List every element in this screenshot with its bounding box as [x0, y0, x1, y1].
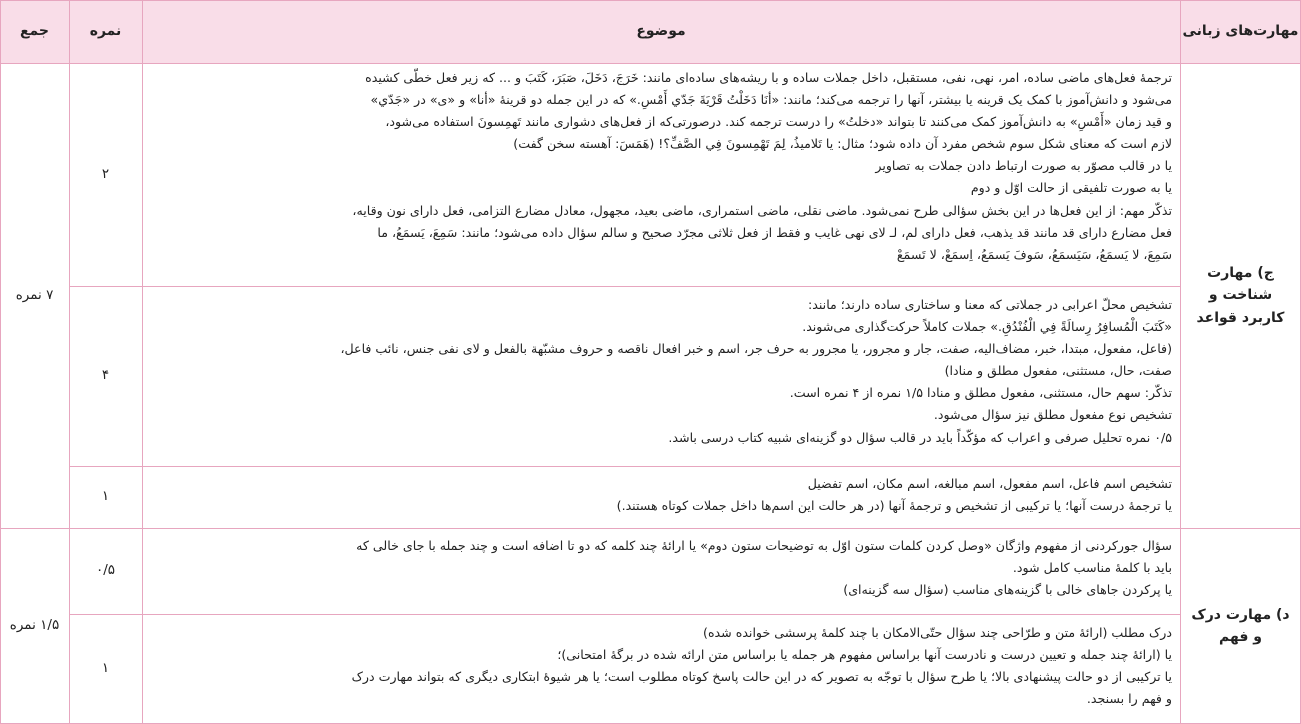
topic-line: و فهم را بسنجد.	[1086, 691, 1172, 707]
topic-line: تذکّر مهم: از این فعل‌ها در این بخش سؤالی طرح نمی‌شود. ماضی نقلی، ماضی استمراری، ماضی بعید، مجهول، معادل مضارع التزامی، فعل دارای نون وقایه،	[352, 202, 1172, 218]
grid-line	[69, 614, 1180, 615]
topic-matching	[142, 528, 1180, 614]
topic-line: تشخیص اسم فاعل، اسم مفعول، اسم مبالغه، اسم مکان، اسم تفضیل	[807, 476, 1172, 491]
topic-line: تذکّر: سهم حال، مستثنی، مفعول مطلق و منادا ۱/۵ نمره از ۴ نمره است.	[789, 385, 1172, 401]
skill-comprehension: د) مهارت درک و فهم	[1191, 606, 1290, 645]
topic-nouns	[142, 466, 1180, 528]
topic-line: تشخیص محلّ اعرابی در جملاتی که معنا و ساختاری ساده دارند؛ مانند:	[808, 297, 1172, 312]
topic-line: سَمِعَ، لا یَسمَعُ، سَیَسمَعُ، سَوفَ یَسمَعُ، اِسمَعْ، لا تَسمَعْ	[896, 246, 1172, 262]
header-total: جمع	[0, 0, 69, 63]
grid-line	[69, 466, 1180, 467]
score-nouns: ۱	[101, 488, 110, 505]
topic-line: یا ترکیبی از دو حالت پیشنهادی بالا؛ یا طرح سؤال با توجّه به تصویر که در این حالت پاسخ کوتاه مطلوب است؛ یا هر شیوهٔ ابتکاری دیگری که بتواند مهارت درک	[351, 669, 1172, 685]
score-matching: ۰/۵	[95, 562, 116, 579]
grid-line	[1180, 0, 1181, 724]
topic-parsing	[142, 286, 1180, 466]
grid-line	[0, 0, 1, 724]
grid-line	[69, 0, 70, 724]
grid-line	[0, 528, 1301, 529]
topic-line: سؤال جورکردنی از مفهوم واژگان «وصل کردن کلمات ستون اوّل به توضیحات ستون دوم» یا ارائهٔ چند کلمه که دو تا اضافه است و چند جمله با جای خالی که	[356, 538, 1172, 553]
score-parsing: ۴	[101, 367, 110, 384]
topic-line: و قید زمان «أَمْسِ» به دانش‌آموز کمک می‌کنند تا بتواند «دخلتُ» را درست ترجمه کند. درصورتی‌که از فعل‌های دشواری مانند تَهمِسونَ استفاده می‌شود،	[385, 114, 1172, 130]
grid-line	[0, 0, 1301, 1]
total-grammar: ۷ نمره	[15, 286, 54, 303]
topic-line: درک مطلب (ارائهٔ متن و طرّاحی چند سؤال حتّی‌الامکان با چند کلمهٔ پرسشی خوانده شده)	[703, 625, 1172, 640]
total-comprehension: ۱/۵ نمره	[9, 617, 60, 634]
skill-grammar: ج) مهارت شناخت و کاربرد قواعد	[1196, 264, 1285, 326]
topic-line: یا پرکردن جاهای خالی با گزینه‌های مناسب (سؤال سه گزینه‌ای)	[843, 582, 1172, 598]
header-topic: موضوع	[142, 0, 1180, 63]
topic-line: یا (ارائهٔ چند جمله و تعیین درست و نادرست آنها براساس مفهوم هر جمله یا براساس متن ارائه شده در برگهٔ امتحانی)؛	[557, 647, 1172, 663]
topic-line: ۰/۵ نمره تحلیل صرفی و اعراب که مؤکّداً باید در قالب سؤال دو گزینه‌ای شبیه کتاب درسی باشد.	[668, 429, 1172, 445]
topic-line: یا به صورت تلفیقی از حالت اوّل و دوم	[970, 180, 1172, 196]
topic-line: ترجمهٔ فعل‌های ماضی ساده، امر، نهی، نفی، مستقبل، داخل جملات ساده و با ریشه‌های ساده‌ای مانند: خَرَجَ، دَخَلَ، صَبَرَ، کَتَبَ و ... که زیر فعل خطّی کشیده	[365, 70, 1172, 85]
header-skills: مهارت‌های زبانی	[1180, 0, 1301, 63]
topic-line: یا در قالب مصوّر به صورت ارتباط دادن جملات به تصاویر	[875, 158, 1172, 174]
topic-line: فعل مضارع دارای قد مانند قد یذهب، فعل دارای لم، لـ لای نهی غایب و فقط از فعل ثلاثی مجرّد صحیح و سالم سؤال داده می‌شود؛ مانند: سَمِعَ، یَسمَعُ، ما	[377, 224, 1172, 240]
topic-line: (فاعل، مفعول، مبتدا، خبر، مضاف‌الیه، صفت، جار و مجرور، یا مجرور به حرف جر، اسم و خبر افعال ناقصه و حروف مشبّهة بالفعل و لای نفی جنس، نائب فاعل،	[340, 341, 1172, 357]
topic-line: یا ترجمهٔ درست آنها؛ یا ترکیبی از تشخیص و ترجمهٔ آنها (در هر حالت این اسم‌ها داخل جملات کوتاه هستند.)	[616, 498, 1172, 514]
score-verbs: ۲	[101, 165, 110, 182]
grid-line	[69, 286, 1180, 287]
score-reading: ۱	[101, 660, 110, 677]
topic-line: لازم است که معنای شکل سوم شخص مفرد آن داده شود؛ مثال: یا تَلامیذُ، لِمَ تَهْمِسونَ فِي الصَّفِّ؟! (هَمَسَ: آهسته سخن گفت)	[513, 136, 1172, 152]
topic-line: «کَتَبَ الْمُسافِرُ رِسالَةً فِي الْفُنْدُقِ.» جملات کاملاً حرکت‌گذاری می‌شوند.	[802, 319, 1172, 335]
topic-reading	[142, 614, 1180, 724]
topic-line: می‌شود و دانش‌آموز با کمک یک قرینه یا بیشتر، آنها را ترجمه می‌کند؛ مانند: «أنَا دَخَلْتُ قَرْيَةَ جَدّي أَمْسِ.» که در این جمله دو قرینهٔ «أنا» و «ی» در «جَدّي»	[370, 92, 1172, 108]
grid-line	[142, 0, 143, 724]
header-score: نمره	[69, 0, 142, 63]
topic-line: باید با کلمهٔ مناسب کامل شود.	[1012, 560, 1172, 576]
topic-line: صفت، حال، مستثنی، مفعول مطلق و منادا)	[944, 363, 1172, 379]
topic-verbs	[142, 63, 1180, 286]
grid-line	[0, 63, 1301, 64]
topic-line: تشخیص نوع مفعول مطلق نیز سؤال می‌شود.	[933, 407, 1172, 423]
